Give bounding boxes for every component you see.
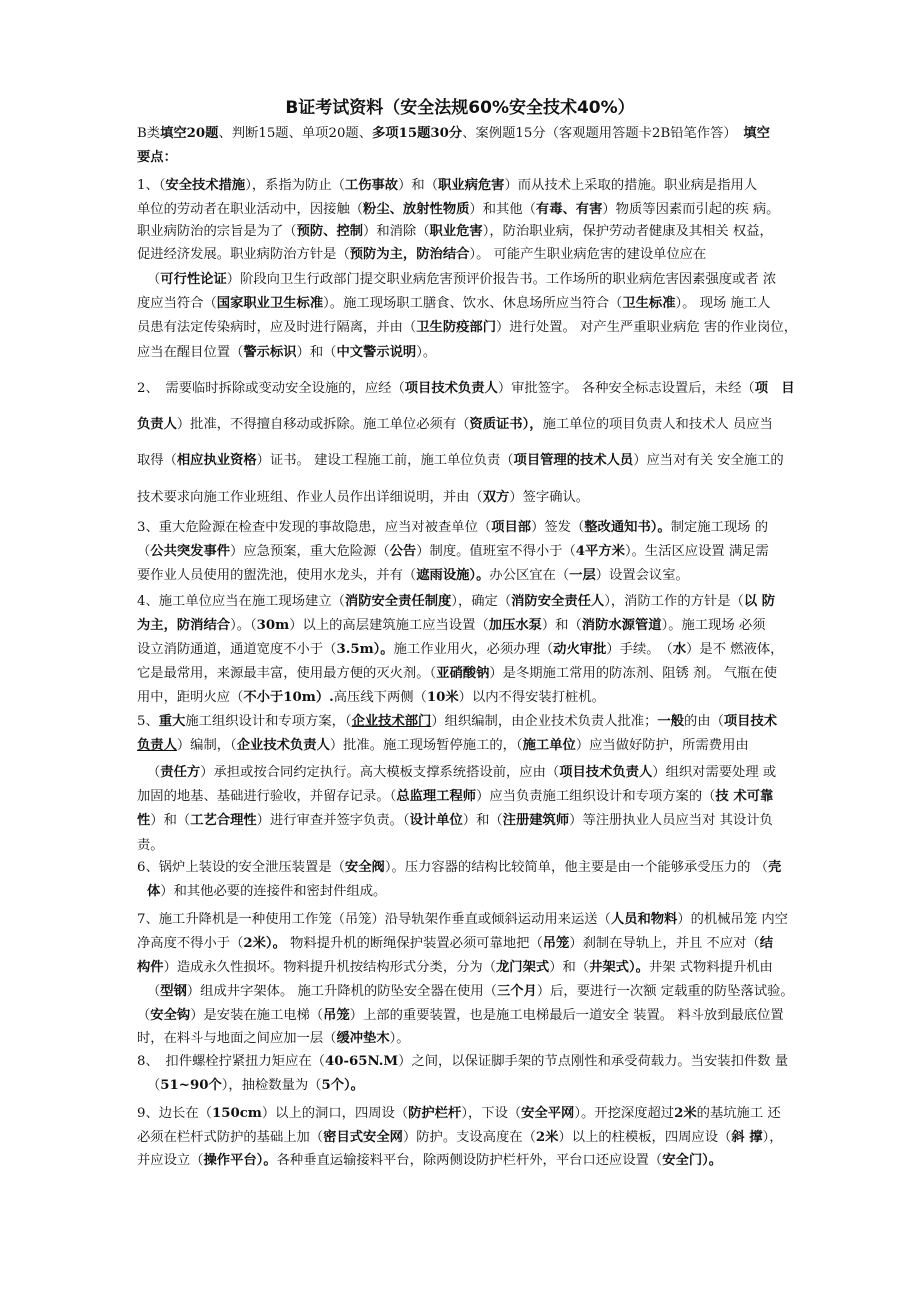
emphasized-text: 150cm	[211, 1106, 262, 1121]
text-run: 办公区宜在（	[489, 568, 570, 583]
text-run: ）组织编制，由企业技术负责人批准；	[431, 714, 658, 729]
text-line	[147, 981, 794, 1003]
emphasized-text: 2米）。	[243, 936, 286, 951]
emphasized-text: 粉尘、放射性物质	[363, 202, 470, 217]
emphasized-text: 以 防	[743, 594, 776, 609]
text-run: ）证书。 建设工程施工前，施工单位负责（	[256, 453, 514, 468]
emphasized-text: 重大	[158, 714, 186, 729]
text-run: 8、 扣件螺栓拧紧扭力矩应在（	[137, 1054, 325, 1069]
text-run: ）而从技术上采取的措施。职业病是指用人	[504, 178, 758, 193]
emphasized-text: 负责人	[137, 738, 177, 753]
text-run: ）设置会议室。	[595, 568, 689, 583]
underlined-text	[352, 714, 432, 729]
text-run: ），确定（	[451, 594, 512, 609]
emphasized-text: 51~90个	[160, 1078, 222, 1093]
emphasized-text: 三个月	[496, 984, 537, 999]
text-line	[137, 147, 177, 169]
text-run: 7、施工升降机是一种使用工作笼（吊笼）沿导轨架作垂直或倾斜运动用来运送（	[137, 912, 611, 927]
emphasized-text: 3.5m）。	[336, 642, 394, 657]
text-run: 设立消防通道，通道宽度不小于（	[137, 642, 337, 657]
text-run: 高压线下两侧（	[333, 690, 427, 705]
text-run: ）。施工现场 必须	[661, 618, 766, 633]
emphasized-text: 填空	[730, 126, 770, 141]
emphasized-text: 5个）。	[321, 1078, 364, 1093]
text-run: ）以上的高层建筑施工应当设置（	[289, 618, 489, 633]
text-run: 度应当符合（	[137, 296, 217, 311]
text-run: ）制度。值班室不得小于（	[416, 544, 576, 559]
text-run: 井架 式物料提升机由	[648, 960, 773, 975]
emphasized-text: 安全技术措施	[165, 178, 246, 193]
text-run: ）和（	[150, 813, 191, 828]
emphasized-text: 卫生标准	[622, 296, 676, 311]
text-line	[137, 175, 757, 197]
text-line	[137, 857, 781, 879]
text-run: ）上部的重要装置，也是施工电梯最后一道安全 装置。 料斗放到最底位置	[349, 1008, 784, 1023]
text-line	[137, 711, 777, 733]
text-run: 净高度不得小于（	[137, 936, 244, 951]
text-run: 必须在栏杆式防护的基础上加（	[137, 1130, 324, 1145]
text-line	[137, 541, 769, 563]
text-line	[137, 1051, 788, 1073]
emphasized-text: 2米	[674, 1106, 697, 1121]
text-run: 4、施工单位应当在施工现场建立（	[137, 594, 345, 609]
emphasized-text: 预防、控制	[296, 224, 364, 239]
text-run: 2、 需要临时拆除或变动安全设施的，应经（	[137, 381, 405, 396]
text-line	[137, 414, 773, 436]
text-line	[137, 735, 749, 757]
emphasized-text: 安全平网	[521, 1106, 575, 1121]
text-run: ），下设（	[461, 1106, 522, 1121]
emphasized-text: 公共突发事件	[150, 544, 231, 559]
emphasized-text: 密目式安全网	[323, 1130, 403, 1145]
text-run: ）。压力容器的结构比较简单，他主要是由一个能够承受压力的 （	[384, 860, 768, 875]
emphasized-text: 壳	[768, 860, 782, 875]
text-line	[147, 1075, 364, 1097]
text-line	[137, 663, 777, 685]
emphasized-text: 要点：	[137, 150, 177, 165]
text-run: ）编制，（	[176, 738, 237, 753]
text-line	[147, 269, 776, 291]
text-line	[137, 933, 773, 955]
text-line	[137, 835, 164, 857]
emphasized-text: 企业技术负责人	[236, 738, 330, 753]
text-run: 物料提升机的断绳保护装置必须可靠地把（	[285, 936, 543, 951]
text-run: 的由（	[684, 714, 724, 729]
text-run: ）批准，不得擅自移动或拆除。施工单位必须有（	[176, 417, 470, 432]
text-run: 时，在料斗与地面之间应加一层（	[137, 1031, 337, 1046]
emphasized-text: 性	[137, 813, 151, 828]
text-run: ）和（	[541, 618, 582, 633]
emphasized-text: 负责人	[137, 417, 177, 432]
text-run: ）进行审查并签字负责。（	[256, 813, 410, 828]
text-run: ）以内不得安装打桩机。	[458, 690, 605, 705]
text-run: ）应急预案，重大危险源（	[230, 544, 390, 559]
text-line	[137, 786, 773, 808]
emphasized-text: 加压水泵	[488, 618, 542, 633]
text-run: 制定施工现场 的	[670, 520, 769, 535]
text-line	[147, 762, 776, 784]
emphasized-text: 消防安全责任制度	[344, 594, 452, 609]
emphasized-text: 40-65N.M	[324, 1054, 399, 1069]
emphasized-text: 中文警示说明	[336, 345, 417, 360]
emphasized-text: 工伤事故	[344, 178, 399, 193]
emphasized-text: 水	[672, 642, 687, 657]
text-line	[137, 1103, 781, 1125]
text-run: 用中，距明火应（	[137, 690, 244, 705]
text-line	[137, 378, 795, 400]
text-run: 要作业人员使用的盥洗池，使用水龙头，并有（	[137, 568, 417, 583]
text-run: ）审批签字。 各种安全标志设置后，未经（	[497, 381, 755, 396]
emphasized-text: 一层	[569, 568, 596, 583]
text-line	[137, 221, 773, 243]
text-run: ）是冬期施工常用的防冻剂、阻锈 剂。 气瓶在使	[489, 666, 778, 681]
emphasized-text: 注册建筑师	[502, 813, 570, 828]
emphasized-text: 10米	[426, 690, 459, 705]
text-run: 员患有法定传染病时，应及时进行隔离，并由（	[137, 320, 417, 335]
text-run: ）。（	[230, 618, 257, 633]
text-line	[137, 909, 788, 931]
emphasized-text: 职业危害	[429, 224, 483, 239]
text-line	[137, 957, 773, 979]
text-run: ）签发（	[531, 520, 585, 535]
text-run: 6、锅炉上装设的安全泄压装置是（	[137, 860, 345, 875]
emphasized-text: 国家职业卫生标准	[216, 296, 324, 311]
emphasized-text: 项 目	[754, 381, 795, 396]
text-run: ）和（	[296, 345, 337, 360]
text-run: 各种垂直运输接料平台，除两侧设防护栏杆外，平台口还应设置（	[276, 1153, 663, 1168]
text-run: ）应当负责施工组织设计和专项方案的（	[476, 789, 716, 804]
text-line	[137, 591, 775, 613]
text-run: 施工组织设计和专项方案，（	[185, 714, 352, 729]
text-line	[137, 565, 689, 587]
emphasized-text: 资质证书），	[469, 417, 543, 432]
text-run: 3、重大危险源在检查中发现的事故隐患，应当对被查单位（	[137, 520, 492, 535]
text-run: ）。 可能产生职业病危害的建设单位应在	[469, 247, 707, 262]
text-run: 它是最常用，来源最丰富，使用最方便的灭火剂。（	[137, 666, 437, 681]
text-run: （	[137, 1008, 151, 1023]
text-line	[137, 123, 770, 145]
text-run: 、案例题15分（客观题用答题卡2B铅笔作答）	[462, 126, 731, 141]
text-run: 1、（	[137, 178, 166, 193]
text-line	[137, 1127, 783, 1149]
text-run: ）和（	[462, 813, 503, 828]
emphasized-text: 安全钩	[150, 1008, 191, 1023]
text-run: ）应当对有关 安全施工的	[633, 453, 784, 468]
emphasized-text: 操作平台）。	[203, 1153, 277, 1168]
text-run: ）后，要进行一次额 定载重的防坠落试验。	[536, 984, 794, 999]
text-line	[137, 517, 768, 539]
text-line	[137, 317, 797, 339]
text-run: （	[147, 1078, 161, 1093]
text-line	[137, 1028, 410, 1050]
text-line	[137, 1005, 784, 1027]
text-run: 应当在醒目位置（	[137, 345, 244, 360]
text-run: ），防治职业病，保护劳动者健康及其相关 权益，	[482, 224, 773, 239]
text-run: ）的机械吊笼 内空	[677, 912, 788, 927]
emphasized-text: 有毒、有害	[535, 202, 603, 217]
text-run: ）等注册执业人员应当对 其设计负	[569, 813, 773, 828]
emphasized-text: 填空20题	[160, 126, 219, 141]
emphasized-text: 项目技术负责人	[559, 765, 653, 780]
text-run: ）应当做好防护，所需费用由	[575, 738, 749, 753]
text-run: ）进行处置。 对产生严重职业病危 害的作业岗位，	[496, 320, 797, 335]
emphasized-text: 总监理工程师	[396, 789, 477, 804]
text-run: ）和（	[549, 960, 590, 975]
emphasized-text: 工艺合理性	[190, 813, 257, 828]
emphasized-text: 卫生防疫部门	[416, 320, 497, 335]
text-run: 取得（	[137, 453, 177, 468]
text-line	[137, 639, 783, 661]
emphasized-text: 30m	[256, 618, 290, 633]
text-line	[137, 487, 589, 509]
emphasized-text: 项目技术	[723, 714, 778, 729]
emphasized-text: 警示标识	[243, 345, 297, 360]
text-run: （	[147, 765, 161, 780]
emphasized-text: 不小于10m）.	[243, 690, 334, 705]
text-run: ）签字确认。	[509, 490, 590, 505]
emphasized-text: 安全阀	[344, 860, 385, 875]
text-run: ）之间，以保证脚手架的节点刚性和承受荷载力。当安装扣件数 量	[398, 1054, 788, 1069]
emphasized-text: 项目部	[491, 520, 532, 535]
text-run: ）和（	[398, 178, 438, 193]
text-run: （	[137, 544, 151, 559]
text-run: ）和其他必要的连接件和密封件组成。	[160, 884, 387, 899]
emphasized-text: 构件	[137, 960, 164, 975]
text-run: ）刹制在导轨上，并且 不应对（	[569, 936, 760, 951]
text-run: ）以上的柱模板，四周应设（	[558, 1130, 732, 1145]
document-title: B证考试资料（安全法规60%安全技术40%）	[285, 98, 635, 118]
emphasized-text: 项目管理的技术人员	[513, 453, 634, 468]
text-run: ）。开挖深度超过	[574, 1106, 675, 1121]
text-run: 的基坑施工 还	[696, 1106, 781, 1121]
text-run: 施工作业用火，必须办理（	[393, 642, 554, 657]
text-run: ），	[762, 1130, 783, 1145]
text-run: ）造成永久性损坏。物料提升机按结构形式分类，分为（	[163, 960, 497, 975]
text-run: 职业病防治的宗旨是为了（	[137, 224, 297, 239]
text-run: 、判断15题、单项20题、	[218, 126, 372, 141]
text-line	[137, 1150, 722, 1172]
text-run: 施工单位的项目负责人和技术人 员应当	[542, 417, 773, 432]
text-run: ），抽检数量为（	[221, 1078, 322, 1093]
emphasized-text: 亚硝酸钠	[436, 666, 490, 681]
text-line	[137, 293, 770, 315]
emphasized-text: 2米	[535, 1130, 559, 1145]
text-run: 9、边长在（	[137, 1106, 212, 1121]
text-run: B类	[137, 126, 161, 141]
emphasized-text: 可行性论证	[160, 272, 227, 287]
emphasized-text: 一般	[657, 714, 684, 729]
text-run: ）防护。支设高度在（	[402, 1130, 536, 1145]
text-run: ）组成井字架体。 施工升降机的防坠安全器在使用（	[186, 984, 497, 999]
emphasized-text: 技 术可靠	[715, 789, 774, 804]
text-run: ）。 现场 施工人	[675, 296, 771, 311]
emphasized-text: 吊笼	[542, 936, 570, 951]
emphasized-text: 龙门架式	[496, 960, 550, 975]
emphasized-text: 企业技术部门	[351, 714, 432, 729]
emphasized-text: 预防为主，防治结合	[349, 247, 470, 262]
emphasized-text: 设计单位	[409, 813, 463, 828]
text-run: ）组织对需要处理 或	[652, 765, 777, 780]
emphasized-text: 结	[759, 936, 774, 951]
text-run: ）。施工现场职工膳食、饮水、休息场所应当符合（	[323, 296, 623, 311]
text-run: ）。	[416, 345, 437, 360]
emphasized-text: 责任方	[160, 765, 201, 780]
text-run: ），系指为防止（	[245, 178, 345, 193]
text-line	[137, 450, 784, 472]
text-line	[137, 687, 605, 709]
text-run: ）和其他（	[469, 202, 536, 217]
text-run: 单位的劳动者在职业活动中，因接触（	[137, 202, 364, 217]
emphasized-text: 消防水源管道	[581, 618, 662, 633]
text-line	[137, 810, 773, 832]
emphasized-text: 施工单位	[522, 738, 576, 753]
text-run: ）阶段向卫生行政部门提交职业病危害预评价报告书。工作场所的职业病危害因素强度或者 浓	[226, 272, 777, 287]
text-line	[147, 881, 386, 903]
emphasized-text: 人员和物料	[610, 912, 678, 927]
emphasized-text: 遮雨设施）。	[416, 568, 490, 583]
text-line	[137, 244, 706, 266]
emphasized-text: 职业病危害	[438, 178, 505, 193]
text-run: （	[147, 272, 161, 287]
emphasized-text: 项目技术负责人	[404, 381, 498, 396]
text-run: 5、	[137, 714, 159, 729]
text-run: ）是不 燃液体，	[686, 642, 784, 657]
text-run: （	[147, 984, 161, 999]
text-run: ）手续。 （	[606, 642, 673, 657]
text-run: 并应设立（	[137, 1153, 204, 1168]
text-line	[137, 199, 779, 221]
text-run: ）。	[389, 1031, 410, 1046]
text-run: ）以上的洞口，四周设（	[261, 1106, 409, 1121]
text-run: ），消防工作的方针是（	[604, 594, 744, 609]
emphasized-text: 相应执业资格	[176, 453, 257, 468]
text-run: 促进经济发展。职业病防治方针是（	[137, 247, 350, 262]
text-run: ）是安装在施工电梯（	[190, 1008, 324, 1023]
emphasized-text: 消防安全责任人	[511, 594, 605, 609]
emphasized-text: 4平方米	[575, 544, 625, 559]
emphasized-text: 安全门）。	[662, 1153, 723, 1168]
emphasized-text: 防护栏杆	[408, 1106, 462, 1121]
emphasized-text: 体	[147, 884, 161, 899]
text-run: 加固的地基、基础进行验收，并留存记录。（	[137, 789, 397, 804]
emphasized-text: 缓冲垫木	[336, 1031, 390, 1046]
text-run: 责。	[137, 838, 164, 853]
emphasized-text: 斜 撑	[731, 1130, 763, 1145]
text-run: ）和消除（	[363, 224, 430, 239]
emphasized-text: 公告	[389, 544, 417, 559]
text-run: ）物质等因素而引起的疾 病。	[602, 202, 780, 217]
emphasized-text: 为主，防消结合	[137, 618, 231, 633]
emphasized-text: 动火审批	[553, 642, 607, 657]
text-run: ）承担或按合同约定执行。高大模板支撑系统搭设前，应由（	[200, 765, 560, 780]
emphasized-text: 吊笼	[323, 1008, 350, 1023]
text-run: ）。生活区应设置 满足需	[624, 544, 769, 559]
emphasized-text: 多项15题30分	[372, 126, 463, 141]
text-run: 技术要求向施工作业班组、作业人员作出详细说明，并由（	[137, 490, 483, 505]
emphasized-text: 井架式）。	[589, 960, 649, 975]
underlined-text	[137, 738, 177, 753]
emphasized-text: 双方	[482, 490, 510, 505]
text-line	[137, 615, 766, 637]
text-run: ）批准。施工现场暂停施工的，（	[329, 738, 523, 753]
emphasized-text: 型钢	[160, 984, 187, 999]
emphasized-text: 整改通知书）。	[584, 520, 671, 535]
text-line	[137, 342, 436, 364]
